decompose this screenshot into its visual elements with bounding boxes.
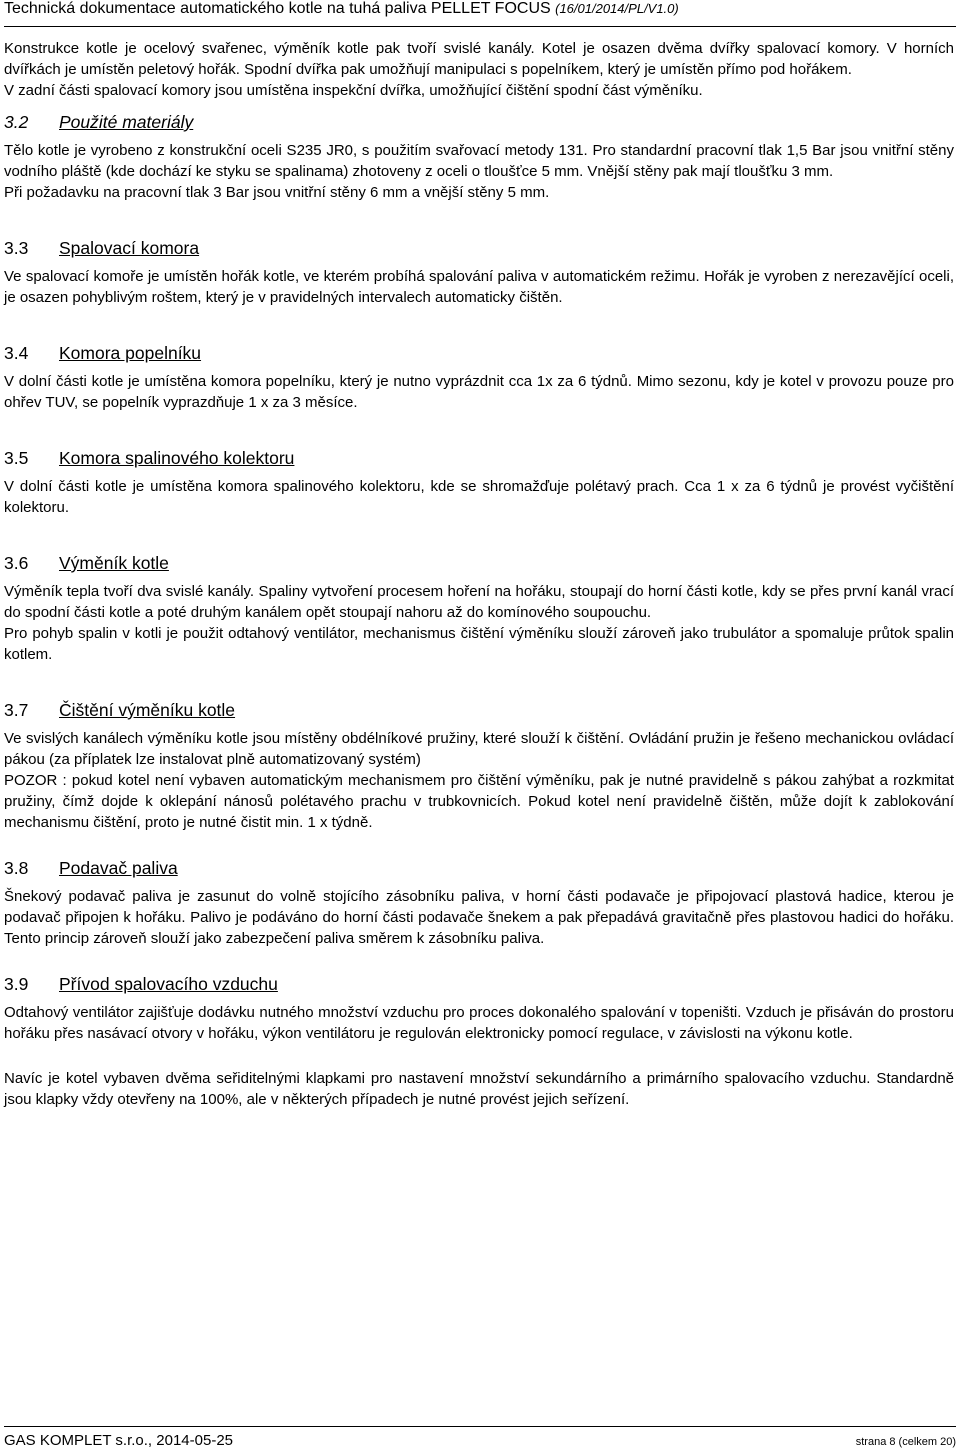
section-title: Spalovací komora xyxy=(59,238,200,258)
footer-company: GAS KOMPLET s.r.o., 2014-05-25 xyxy=(4,1432,233,1449)
section-title: Komora popelníku xyxy=(59,343,202,363)
section-heading xyxy=(4,552,954,574)
section-heading xyxy=(4,237,954,259)
section-paragraph: Výměník tepla tvoří dva svislé kanály. Spaliny vytvoření procesem hoření na hořáku, stoupají do horní části kotle, kdy se přes první kanál vrací do spodní části kotle a poté druhým kanálem opět stoupají nahoru až do komínového soupouchu. xyxy=(4,583,954,621)
footer-page-number: strana 8 (celkem 20) xyxy=(855,1436,956,1448)
section-heading xyxy=(4,342,954,364)
section-paragraph: Pro pohyb spalin v kotli je použit odtahový ventilátor, mechanismus čištění výměníku slouží zároveň jako trubulátor a spomaluje průtok spalin kotlem. xyxy=(4,625,954,663)
section-heading xyxy=(4,447,954,469)
section-paragraph: Odtahový ventilátor zajišťuje dodávku nutného množství vzduchu pro proces dokonalého spalování v topeništi. Vzduch je přisáván do prostoru hořáku přes nasávací otvory v hořáku, výkon ventilátoru je regulován elektronicky pomocí regulace, v závislosti na výkonu kotle. xyxy=(4,1004,954,1042)
document-version: (16/01/2014/PL/V1.0) xyxy=(555,1,679,16)
section-title: Přívod spalovacího vzduchu xyxy=(59,974,278,994)
page-footer xyxy=(4,1426,956,1451)
section-heading xyxy=(4,699,954,721)
section-number: 3.2 xyxy=(4,112,29,132)
section-title: Komora spalinového kolektoru xyxy=(59,448,295,468)
section-title: Podavač paliva xyxy=(59,858,178,878)
section-number: 3.5 xyxy=(4,448,29,468)
section-number: 3.9 xyxy=(4,974,29,994)
section-title: Výměník kotle xyxy=(59,553,169,573)
document-body xyxy=(4,38,954,1110)
section-paragraph: Při požadavku na pracovní tlak 3 Bar jsou vnitřní stěny 6 mm a vnější stěny 5 mm. xyxy=(4,184,550,201)
section-paragraph: V dolní části kotle je umístěna komora popelníku, který je nutno vyprázdnit cca 1x za 6 týdnů. Mimo sezonu, kdy je kotel v provozu pouze pro ohřev TUV, se popelník vyprazdňuje 1 x za 3 měsíce. xyxy=(4,373,954,411)
section-heading xyxy=(4,857,954,879)
section-paragraph: Ve svislých kanálech výměníku kotle jsou místěny obdélníkové pružiny, které slouží k čištění. Ovládání pružin je řešeno mechanickou ovládací pákou (za příplatek lze instalovat plně automatizovaný systém) xyxy=(4,730,954,768)
section-title: Použité materiály xyxy=(59,112,194,132)
section-heading xyxy=(4,111,954,133)
section-number: 3.4 xyxy=(4,343,29,363)
intro-paragraph: V zadní části spalovací komory jsou umístěna inspekční dvířka, umožňující čištění spodní část výměníku. xyxy=(4,82,703,99)
intro-paragraph: Konstrukce kotle je ocelový svařenec, výměník kotle pak tvoří svislé kanály. Kotel je osazen dvěma dvířky spalovací komory. V horních dvířkách je umístěn peletový hořák. Spodní dvířka pak umožňují manipulaci s popelníkem, který je umístěn přímo pod hořákem. xyxy=(4,40,954,78)
section-number: 3.7 xyxy=(4,700,29,720)
section-number: 3.8 xyxy=(4,858,29,878)
page-header xyxy=(4,0,956,27)
section-title: Čištění výměníku kotle xyxy=(59,700,236,720)
section-paragraph: POZOR : pokud kotel není vybaven automatickým mechanismem pro čištění výměníku, pak je nutné pravidelně s pákou zahýbat a rozkmitat pružiny, čímž dojde k oklepání nánosů polétavého prachu v trubkovnicích. Pokud kotel není pravidelně čištěn, může dojít k zablokování mechanismu čištění, proto je nutné čistit min. 1 x týdně. xyxy=(4,772,954,831)
section-number: 3.3 xyxy=(4,238,29,258)
section-paragraph: Tělo kotle je vyrobeno z konstrukční oceli S235 JR0, s použitím svařovací metody 131. Pro standardní pracovní tlak 1,5 Bar jsou vnitřní stěny vodního pláště (kde dochází ke styku se spalinama) zhotoveny z oceli o tloušťce 5 mm. Vnější stěny pak mají tloušťku 3 mm. xyxy=(4,142,954,180)
section-paragraph: V dolní části kotle je umístěna komora spalinového kolektoru, kde se shromažďuje polétavý prach. Cca 1 x za 6 týdnů je provést vyčištění kolektoru. xyxy=(4,478,954,516)
section-paragraph: Ve spalovací komoře je umístěn hořák kotle, ve kterém probíhá spalování paliva v automatickém režimu. Hořák je vyroben z nerezavějící oceli, je osazen pohyblivým roštem, který je v pravidelných intervalech automaticky čištěn. xyxy=(4,268,954,306)
section-number: 3.6 xyxy=(4,553,29,573)
section-paragraph: Šnekový podavač paliva je zasunut do volně stojícího zásobníku paliva, v horní části podavače je připojovací plastová hadice, kterou je podavač připojen k hořáku. Palivo je podáváno do horní části podavače šnekem a pak přepadává gravitačně přes plastovou hadici do hořáku. Tento princip zároveň slouží jako zabezpečení paliva směrem k zásobníku paliva. xyxy=(4,888,954,947)
section-heading xyxy=(4,973,954,995)
section-paragraph: Navíc je kotel vybaven dvěma seřiditelnými klapkami pro nastavení množství sekundárního a primárního spalovacího vzduchu. Standardně jsou klapky vždy otevřeny na 100%, ale v některých případech je nutné provést jejich seřízení. xyxy=(4,1070,954,1108)
document-title: Technická dokumentace automatického kotle na tuhá paliva PELLET FOCUS xyxy=(4,0,551,17)
